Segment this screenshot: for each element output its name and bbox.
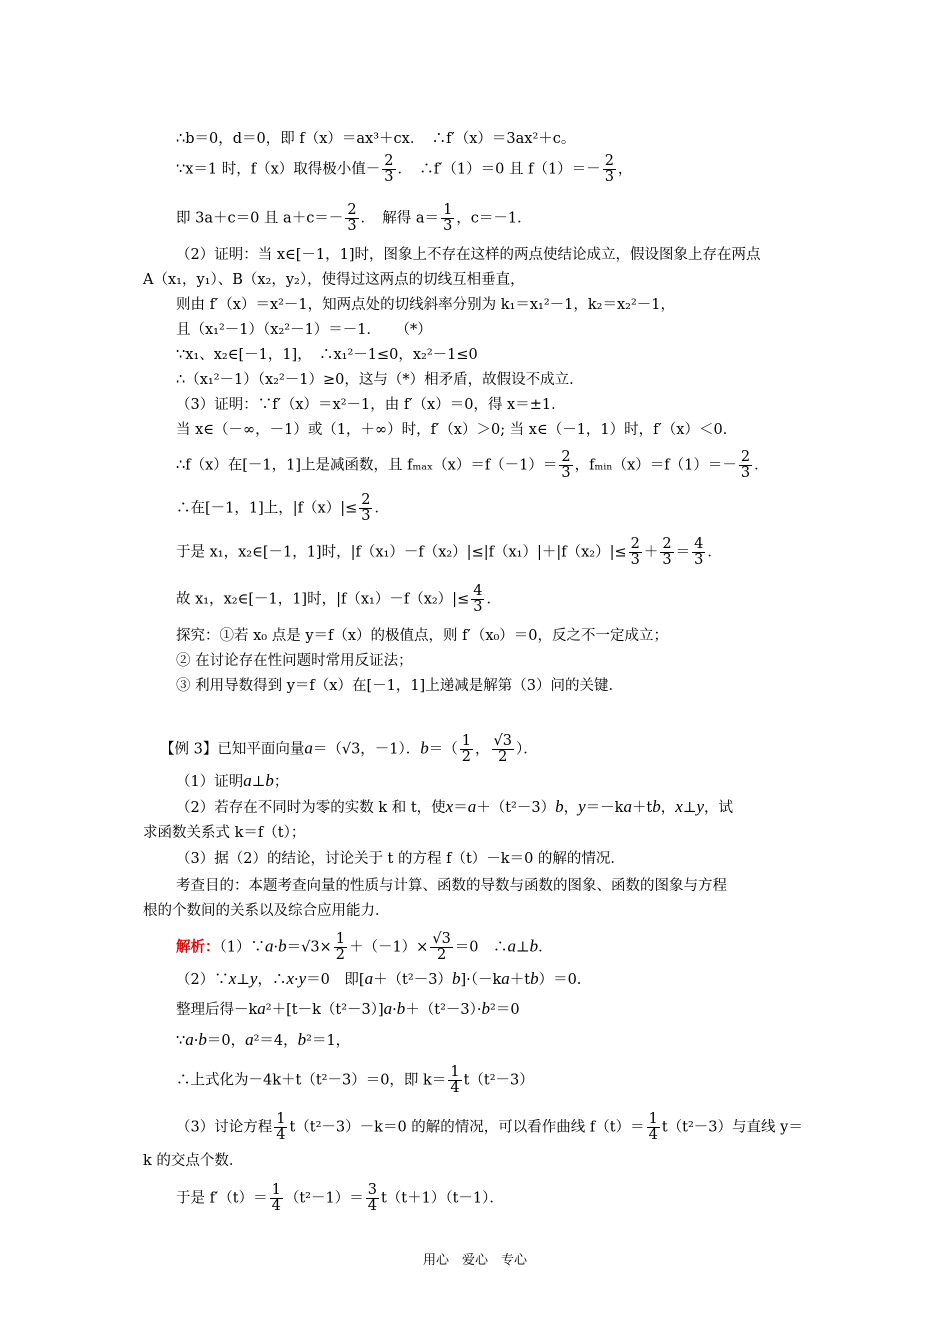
- vector-a: a: [304, 738, 313, 758]
- vector-y: y: [696, 797, 704, 816]
- numerator: 2: [347, 202, 357, 218]
- line-text: t（t²－3）: [463, 1072, 534, 1089]
- text-line: [176, 999, 520, 1020]
- line-text: ．: [486, 591, 501, 608]
- vector-b: b: [529, 936, 539, 956]
- line-text: ＝－k: [585, 800, 624, 816]
- line-text: ＝0 ∴: [454, 939, 508, 956]
- vector-b: b: [555, 797, 564, 816]
- vector-x: x: [675, 797, 683, 816]
- numerator: 2: [561, 449, 571, 465]
- text-line: [176, 1030, 350, 1051]
- line-text: ·: [392, 1002, 397, 1018]
- line-text: 根的个数间的关系以及综合应用能力．: [143, 903, 390, 919]
- denominator: 2: [498, 749, 508, 765]
- denominator: 3: [361, 508, 371, 524]
- line-text: ）＝0.: [538, 972, 582, 988]
- fraction: [647, 1112, 660, 1143]
- line-text: ⊥: [236, 972, 250, 988]
- denominator: 3: [384, 169, 394, 185]
- text-line: [176, 420, 737, 440]
- line-text: ＋t: [509, 972, 531, 988]
- vector-y: y: [298, 969, 307, 988]
- line-text: ＝（: [428, 741, 458, 758]
- text-line: [176, 797, 733, 818]
- fraction: [274, 1112, 287, 1143]
- numerator: 4: [694, 536, 704, 552]
- line-text: 且（x₁²－1）（x₂²－1）＝－1． （*）: [176, 322, 432, 338]
- line-text: ⊥: [682, 800, 697, 816]
- denominator: 4: [271, 1198, 281, 1214]
- text-line: [176, 345, 478, 365]
- line-text: ．: [707, 544, 722, 561]
- fraction: [382, 154, 395, 185]
- fraction: [692, 537, 705, 568]
- line-text: 求函数关系式 k＝f（t）；: [143, 825, 306, 841]
- vector-x: x: [445, 797, 454, 816]
- line-text: 【例 3】已知平面向量: [160, 741, 305, 758]
- line-text: ²＝1，: [306, 1033, 351, 1049]
- numerator: 1: [276, 1111, 286, 1127]
- line-text: ]·（－k: [460, 972, 502, 988]
- line-text: ＝: [453, 800, 468, 816]
- fraction: [270, 1183, 283, 1214]
- line-text: ²＝0: [490, 1002, 520, 1018]
- line-text: ；: [273, 774, 289, 790]
- text-line: [176, 1183, 504, 1214]
- line-text: （2）证明：当 x∈[－1，1]时，图象上不存在这样的两点使结论成立，假设图象上存在两点: [176, 247, 761, 263]
- line-text: ＋（t²－3）: [476, 800, 556, 816]
- numerator: 2: [361, 492, 371, 508]
- line-text: ＝: [675, 544, 691, 561]
- vector-a: a: [185, 1030, 194, 1049]
- line-text: ∵x＝1 时，f（x）取得极小值－: [176, 161, 381, 178]
- numerator: 2: [740, 449, 751, 465]
- line-text: ·: [294, 972, 299, 988]
- line-text: ∴在[－1，1]上，|f（x）|≤: [176, 500, 358, 517]
- line-text: ，: [475, 741, 490, 758]
- fraction: [603, 154, 616, 185]
- text-line: [176, 584, 501, 615]
- line-text: ．: [754, 457, 769, 474]
- numerator: 4: [473, 583, 483, 599]
- fraction: [471, 584, 484, 615]
- denominator: 3: [630, 552, 640, 568]
- line-text: （2）若存在不同时为零的实数 k 和 t，使: [176, 800, 446, 816]
- text-line: [176, 876, 727, 896]
- line-text: 于是 x₁，x₂∈[－1，1]时，|f（x₁）－f（x₂）|≤|f（x₁）|＋|f（x₂）|≤: [176, 544, 627, 561]
- line-text: k 的交点个数．: [143, 1153, 244, 1169]
- line-text: ＋（－1）×: [348, 939, 429, 956]
- vector-a: a: [501, 969, 510, 988]
- line-text: ∴（x₁²－1）（x₂²－1）≥0，这与（*）相矛盾，故假设不成立．: [176, 372, 584, 388]
- text-line: [176, 320, 432, 340]
- analysis-label: 解析：: [176, 938, 220, 956]
- vector-a: a: [245, 1030, 254, 1049]
- line-text: ）．: [516, 741, 538, 758]
- vector-b: b: [420, 738, 429, 758]
- text-line: [176, 493, 389, 524]
- line-text: 探究：①若 x₀ 点是 y＝f（x）的极值点，则 f′（x₀）＝0，反之不一定成立；: [176, 628, 669, 644]
- line-text: （3）讨论方程: [176, 1119, 273, 1136]
- text-line: [176, 129, 575, 149]
- vector-a: a: [467, 797, 477, 816]
- line-text: ＋t: [631, 800, 653, 816]
- text-line: [176, 450, 769, 481]
- vector-b: b: [481, 999, 490, 1018]
- vector-b: b: [297, 1030, 307, 1049]
- line-text: ，: [660, 800, 676, 816]
- denominator: 3: [347, 218, 357, 234]
- numerator: 2: [630, 536, 640, 552]
- vector-y: y: [249, 969, 258, 988]
- line-text: ② 在讨论存在性问题时常用反证法；: [176, 653, 413, 669]
- numerator: 1: [648, 1111, 658, 1127]
- denominator: 3: [740, 465, 751, 481]
- text-line: [176, 1065, 534, 1096]
- numerator: 1: [461, 733, 472, 749]
- denominator: 2: [461, 749, 472, 765]
- line-text: 故 x₁，x₂∈[－1，1]时，|f（x₁）－f（x₂）|≤: [176, 591, 470, 608]
- text-line: [176, 245, 761, 265]
- fraction: [441, 203, 454, 234]
- line-text: （3）据（2）的结论，讨论关于 t 的方程 f（t）－k＝0 的解的情况．: [176, 851, 625, 867]
- vector-b: b: [530, 969, 539, 988]
- denominator: 2: [436, 947, 447, 963]
- line-text: ，: [617, 161, 633, 178]
- page-footer: 用心 爱心 专心: [422, 1253, 527, 1268]
- denominator: 3: [561, 465, 571, 481]
- line-text: ∵: [176, 1033, 186, 1049]
- line-text: ． ∴f′（1）＝0 且 f（1）＝－: [397, 161, 601, 178]
- line-text: t（t²－3）与直线 y＝: [661, 1119, 803, 1136]
- line-text: 整理后得－k: [176, 1002, 258, 1018]
- vector-a: a: [623, 797, 632, 816]
- numerator: 1: [450, 1064, 460, 1080]
- line-text: （2）∵: [176, 972, 229, 988]
- text-line: [176, 1112, 803, 1143]
- denominator: 4: [367, 1198, 377, 1214]
- vector-a: a: [264, 936, 274, 956]
- text-line: [143, 823, 305, 843]
- numerator: 2: [662, 536, 672, 552]
- line-text: 于是 f′（t）＝: [176, 1190, 268, 1207]
- vector-a: a: [257, 999, 266, 1018]
- line-text: （1）证明: [176, 774, 244, 790]
- text-line: [176, 969, 581, 990]
- text-line: [176, 849, 625, 869]
- denominator: 4: [450, 1080, 460, 1096]
- denominator: 2: [335, 947, 345, 963]
- line-text: ²＋[t－k（t²－3）]: [265, 1002, 384, 1018]
- denominator: 3: [694, 552, 704, 568]
- numerator: 2: [384, 153, 394, 169]
- text-line: [176, 203, 532, 234]
- denominator: 3: [604, 169, 614, 185]
- vector-b: b: [396, 999, 406, 1018]
- line-text: ，: [563, 800, 579, 816]
- line-text: t（t²－3）－k＝0 的解的情况，可以看作曲线 f（t）＝: [289, 1119, 645, 1136]
- vector-b: b: [198, 1030, 207, 1049]
- line-text: ∴b＝0，d＝0，即 f（x）＝ax³＋cx． ∴f′（x）＝3ax²＋c。: [176, 131, 576, 147]
- vector-y: y: [578, 797, 586, 816]
- line-text: ＋（t²－3）: [373, 972, 452, 988]
- line-text: ．: [538, 939, 553, 956]
- fraction: [739, 450, 752, 481]
- line-text: ²＝4，: [253, 1033, 298, 1049]
- line-text: ∴上式化为－4k＋t（t²－3）＝0，即 k＝: [176, 1072, 447, 1089]
- line-text: ．: [374, 500, 389, 517]
- vector-a: a: [383, 999, 393, 1018]
- vector-b: b: [652, 797, 661, 816]
- vector-x: x: [228, 969, 237, 988]
- line-text: ⊥: [516, 939, 530, 956]
- line-text: ·: [273, 939, 279, 956]
- line-text: ⊥: [251, 774, 266, 790]
- denominator: 3: [473, 599, 483, 615]
- vector-b: b: [278, 936, 287, 956]
- fraction: [492, 734, 514, 765]
- line-text: （t²－1）＝: [284, 1190, 364, 1207]
- numerator: 1: [335, 931, 345, 947]
- line-text: ③ 利用导数得到 y＝f（x）在[－1，1]上递减是解第（3）问的关键．: [176, 678, 623, 694]
- line-text: 考查目的：本题考查向量的性质与计算、函数的导数与函数的图象、函数的图象与方程: [176, 878, 727, 894]
- line-text: 当 x∈（－∞，－1）或（1，＋∞）时，f′（x）＞0; 当 x∈（－1，1）时，f′（x）＜0．: [176, 422, 738, 438]
- fraction: [559, 450, 572, 481]
- text-line: [176, 771, 288, 792]
- text-line: [143, 270, 525, 290]
- text-line: [176, 395, 566, 415]
- text-line: [176, 370, 584, 390]
- numerator: 2: [604, 153, 614, 169]
- text-line: [176, 676, 623, 696]
- denominator: 4: [276, 1127, 286, 1143]
- line-text: ，c＝－1．: [456, 210, 532, 227]
- vector-b: b: [451, 969, 461, 988]
- text-line: [176, 626, 668, 646]
- line-text: （3）证明：∵f′（x）＝x²－1，由 f′（x）＝0，得 x＝±1．: [176, 397, 566, 413]
- line-text: ＋（t²－3）·: [405, 1002, 482, 1018]
- numerator: 1: [443, 202, 453, 218]
- fraction: [448, 1065, 461, 1096]
- vector-a: a: [507, 936, 517, 956]
- vector-a: a: [243, 771, 252, 790]
- fraction: [629, 537, 642, 568]
- line-text: ，fₘᵢₙ（x）＝f（1）＝－: [574, 457, 737, 474]
- text-line: [143, 901, 390, 921]
- fraction: [334, 932, 347, 963]
- fraction: [660, 537, 673, 568]
- line-text: A（x₁，y₁）、B（x₂，y₂），使得过这两点的切线互相垂直，: [143, 272, 525, 288]
- line-text: ·: [193, 1033, 199, 1049]
- numerator: √3: [432, 931, 451, 947]
- example-heading: [160, 734, 538, 765]
- denominator: 3: [662, 552, 672, 568]
- denominator: 3: [443, 218, 453, 234]
- fraction: [366, 1183, 379, 1214]
- text-line: [176, 154, 632, 185]
- line-text: ＝√3×: [286, 939, 332, 956]
- numerator: √3: [493, 733, 512, 749]
- line-text: ∴f（x）在[－1，1]上是减函数，且 fₘₐₓ（x）＝f（－1）＝: [176, 457, 558, 474]
- text-line: [176, 537, 722, 568]
- fraction: [460, 734, 473, 765]
- text-line: [176, 651, 413, 671]
- fraction: [359, 493, 372, 524]
- line-text: ＋: [643, 544, 659, 561]
- line-text: ，试: [704, 800, 733, 816]
- vector-b: b: [265, 771, 274, 790]
- line-text: 即 3a＋c＝0 且 a＋c＝－: [176, 210, 344, 227]
- numerator: 1: [271, 1182, 281, 1198]
- numerator: 3: [367, 1182, 377, 1198]
- vector-x: x: [286, 969, 295, 988]
- vector-a: a: [364, 969, 374, 988]
- fraction: [345, 203, 358, 234]
- line-text: ． 解得 a＝: [360, 210, 440, 227]
- line-text: ∵x₁、x₂∈[－1，1]， ∴x₁²－1≤0，x₂²－1≤0: [176, 347, 478, 363]
- fraction: [430, 932, 452, 963]
- line-text: （1）∵: [219, 939, 265, 956]
- line-text: t（t＋1）（t－1）．: [380, 1190, 504, 1207]
- line-text: ＝0 即[: [306, 972, 365, 988]
- denominator: 4: [648, 1127, 658, 1143]
- line-text: ＝（√3，－1）．: [312, 741, 421, 758]
- line-text: ＝0，: [206, 1033, 246, 1049]
- line-text: ，∴: [257, 972, 287, 988]
- line-text: 则由 f′（x）＝x²－1，知两点处的切线斜率分别为 k₁＝x₁²－1，k₂＝x₂²－1，: [176, 297, 676, 313]
- text-line: [176, 295, 675, 315]
- text-line: [143, 1151, 243, 1171]
- text-line: [176, 932, 553, 963]
